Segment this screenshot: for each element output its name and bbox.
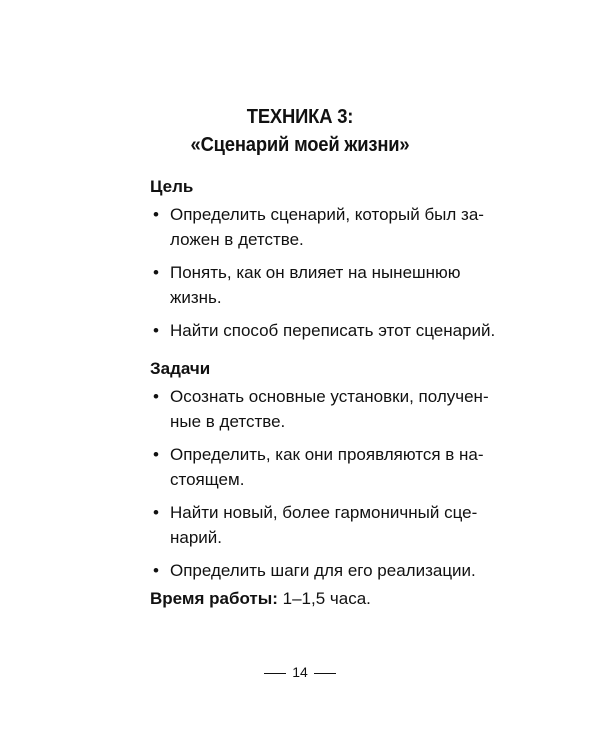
goal-heading: Цель	[150, 177, 194, 196]
bullet-marker: •	[153, 263, 159, 282]
list-item-line: Найти новый, более гармоничный сце-	[170, 503, 478, 522]
list-item-line: Определить шаги для его реализации.	[170, 561, 476, 580]
work-time-label: Время работы:	[150, 589, 278, 608]
list-item	[150, 260, 490, 310]
bullet-marker: •	[153, 561, 159, 580]
list-item	[150, 384, 490, 434]
footer-dash-right	[314, 673, 336, 674]
work-time	[150, 586, 371, 611]
bullet-marker: •	[153, 503, 159, 522]
list-item	[150, 442, 490, 492]
list-item-line: Определить, как они проявляются в на-	[170, 445, 484, 464]
list-item-line: ложен в детстве.	[170, 230, 304, 249]
list-item	[150, 500, 490, 550]
tasks-list	[150, 384, 490, 583]
list-item-line: ные в детстве.	[170, 412, 286, 431]
technique-title	[0, 103, 600, 159]
work-time-value: 1–1,5 часа.	[277, 589, 371, 608]
bullet-marker: •	[153, 205, 159, 224]
bullet-marker: •	[153, 321, 159, 340]
list-item-line: Осознать основные установки, получен-	[170, 387, 489, 406]
list-item-line: Найти способ переписать этот сценарий.	[170, 321, 496, 340]
list-item	[150, 558, 490, 583]
page-number: 14	[292, 664, 308, 680]
list-item-line: Понять, как он влияет на нынешнюю	[170, 263, 461, 282]
list-item	[150, 318, 496, 343]
page-footer	[0, 662, 600, 682]
bullet-marker: •	[153, 445, 159, 464]
title-line-2: «Сценарий моей жизни»	[190, 134, 410, 156]
list-item-line: нарий.	[170, 528, 223, 547]
tasks-section	[150, 356, 490, 591]
title-line-1: ТЕХНИКА 3:	[246, 106, 354, 128]
goal-section	[150, 174, 496, 351]
bullet-marker: •	[153, 387, 159, 406]
list-item-line: жизнь.	[170, 288, 222, 307]
list-item-line: Определить сценарий, который был за-	[170, 205, 484, 224]
footer-dash-left	[264, 673, 286, 674]
list-item	[150, 202, 490, 252]
tasks-heading: Задачи	[150, 359, 211, 378]
goal-list	[150, 202, 496, 343]
list-item-line: стоящем.	[170, 470, 245, 489]
